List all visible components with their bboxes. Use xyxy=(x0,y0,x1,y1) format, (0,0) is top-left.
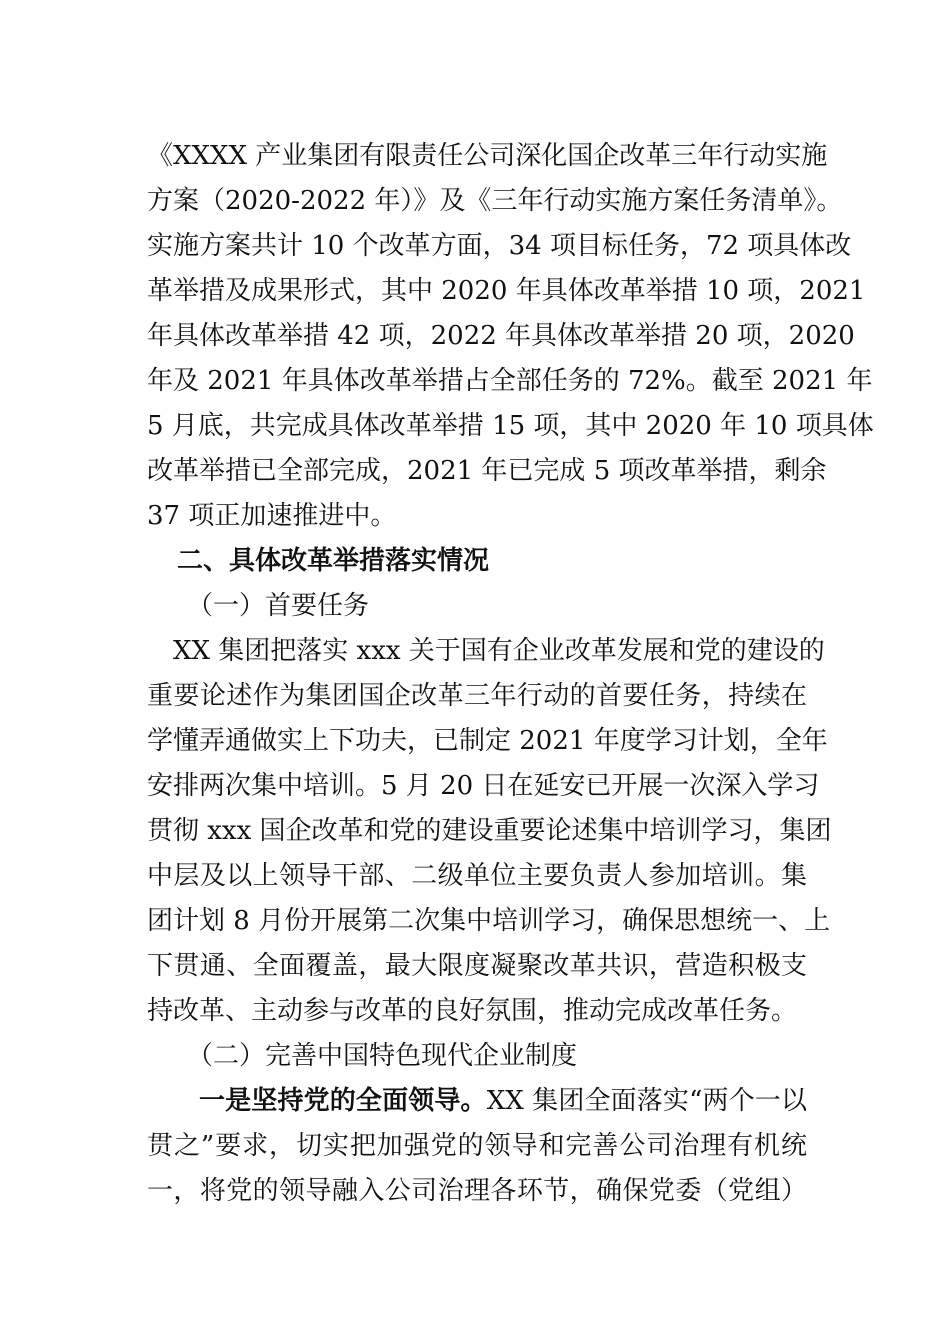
paragraph-line: 贯彻 xxx 国企改革和党的建设重要论述集中培训学习，集团 xyxy=(147,816,832,846)
paragraph-line: 《XXXX 产业集团有限责任公司深化国企改革三年行动实施 xyxy=(147,141,828,171)
paragraph-line xyxy=(147,1079,807,1124)
paragraph-line: 重要论述作为集团国企改革三年行动的首要任务，持续在 xyxy=(147,681,807,711)
paragraph-line: 一，将党的领导融入公司治理各环节，确保党委（党组） xyxy=(147,1176,807,1206)
document-body xyxy=(147,134,874,1214)
paragraph-line: 革举措及成果形式，其中 2020 年具体改革举措 10 项，2021 xyxy=(147,276,866,306)
paragraph-line: 方案（2020-2022 年）》及《三年行动实施方案任务清单》。 xyxy=(147,186,843,216)
paragraph-line: 团计划 8 月份开展第二次集中培训学习，确保思想统一、上 xyxy=(147,906,831,936)
paragraph-line: 持改革、主动参与改革的良好氛围，推动完成改革任务。 xyxy=(147,996,798,1026)
subsection-heading: （一）首要任务 xyxy=(187,591,370,621)
paragraph-line: 安排两次集中培训。5 月 20 日在延安已开展一次深入学习 xyxy=(147,771,820,801)
paragraph-line: 中层及以上领导干部、二级单位主要负责人参加培训。集 xyxy=(147,861,807,891)
paragraph-line: 学懂弄通做实上下功夫，已制定 2021 年度学习计划，全年 xyxy=(147,726,828,756)
paragraph-line: 下贯通、全面覆盖，最大限度凝聚改革共识，营造积极支 xyxy=(147,951,807,981)
paragraph-line: 年及 2021 年具体改革举措占全部任务的 72%。截至 2021 年 xyxy=(147,366,873,396)
paragraph-line: 5 月底，共完成具体改革举措 15 项，其中 2020 年 10 项具体 xyxy=(147,411,874,441)
subsection-heading: （二）完善中国特色现代企业制度 xyxy=(187,1041,578,1071)
lead-phrase: 一是坚持党的全面领导。 xyxy=(199,1086,487,1116)
paragraph-line: 实施方案共计 10 个改革方面，34 项目标任务，72 项具体改 xyxy=(147,231,852,261)
section-heading: 二、具体改革举措落实情况 xyxy=(177,546,490,576)
paragraph-line: XX 集团把落实 xxx 关于国有企业改革发展和党的建设的 xyxy=(173,636,825,666)
paragraph-line: 年具体改革举措 42 项，2022 年具体改革举措 20 项，2020 xyxy=(147,321,855,351)
lead-phrase-continuation: XX 集团全面落实“两个一以 xyxy=(486,1086,807,1116)
paragraph-line: 改革举措已全部完成，2021 年已完成 5 项改革举措，剩余 xyxy=(147,456,827,486)
paragraph-line: 贯之”要求，切实把加强党的领导和完善公司治理有机统 xyxy=(147,1131,807,1161)
paragraph-line: 37 项正加速推进中。 xyxy=(147,501,397,531)
